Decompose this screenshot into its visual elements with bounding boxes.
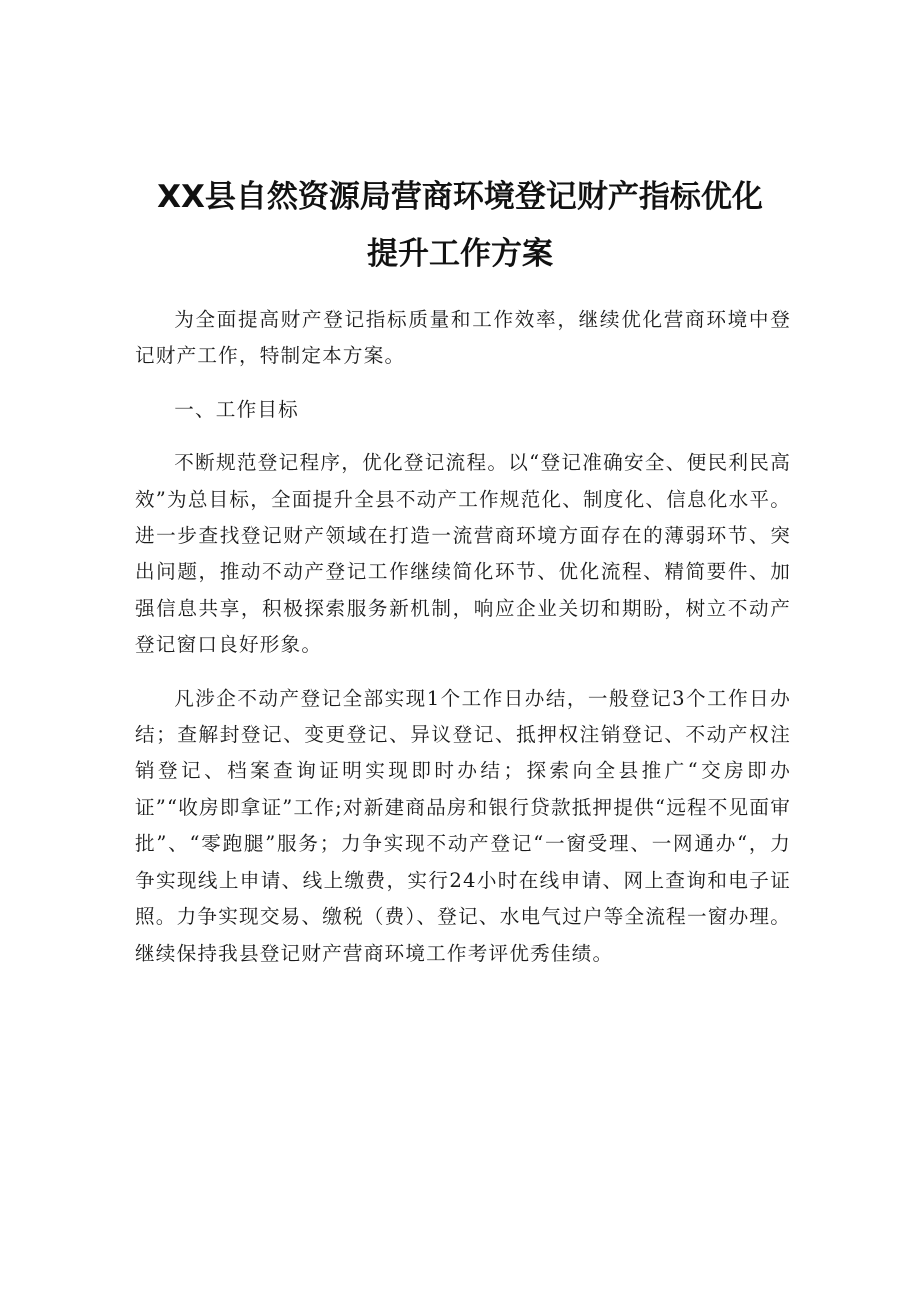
section-heading-goals: 一、工作目标 [174, 397, 299, 421]
intro-paragraph: 为全面提高财产登记指标质量和工作效率，继续优化营商环境中登记财产工作，特制定本方案。 [135, 308, 791, 368]
body-paragraph: 凡涉企不动产登记全部实现1个工作日办结，一般登记3个工作日办结；查解封登记、变更登记、异议登记、抵押权注销登记、不动产权注销登记、档案查询证明实现即时办结；探索向全县推广“交房即办证”“收房即拿证”工作;对新建商品房和银行贷款抵押提供“远程不见面审批”、“零跑腿”服务；力争实现不动产登记“一窗受理、一网通办“，力争实现线上申请、线上缴费，实行24小时在线申请、网上查询和电子证照。力争实现交易、缴税（费）、登记、水电气过户等全流程一窗办理。继续保持我县登记财产营商环境工作考评优秀佳绩。 [135, 686, 791, 965]
document-title-line1: XX县自然资源局营商环境登记财产指标优化 [157, 179, 763, 215]
document-body [135, 302, 791, 989]
body-paragraph: 不断规范登记程序，优化登记流程。以“登记准确安全、便民利民高效”为总目标，全面提升全县不动产工作规范化、制度化、信息化水平。进一步查找登记财产领域在打造一流营商环境方面存在的薄弱环节、突出问题，推动不动产登记工作继续简化环节、优化流程、精简要件、加强信息共享，积极探索服务新机制，响应企业关切和期盼，树立不动产登记窗口良好形象。 [135, 451, 791, 657]
document-title-line2: 提升工作方案 [367, 236, 553, 272]
